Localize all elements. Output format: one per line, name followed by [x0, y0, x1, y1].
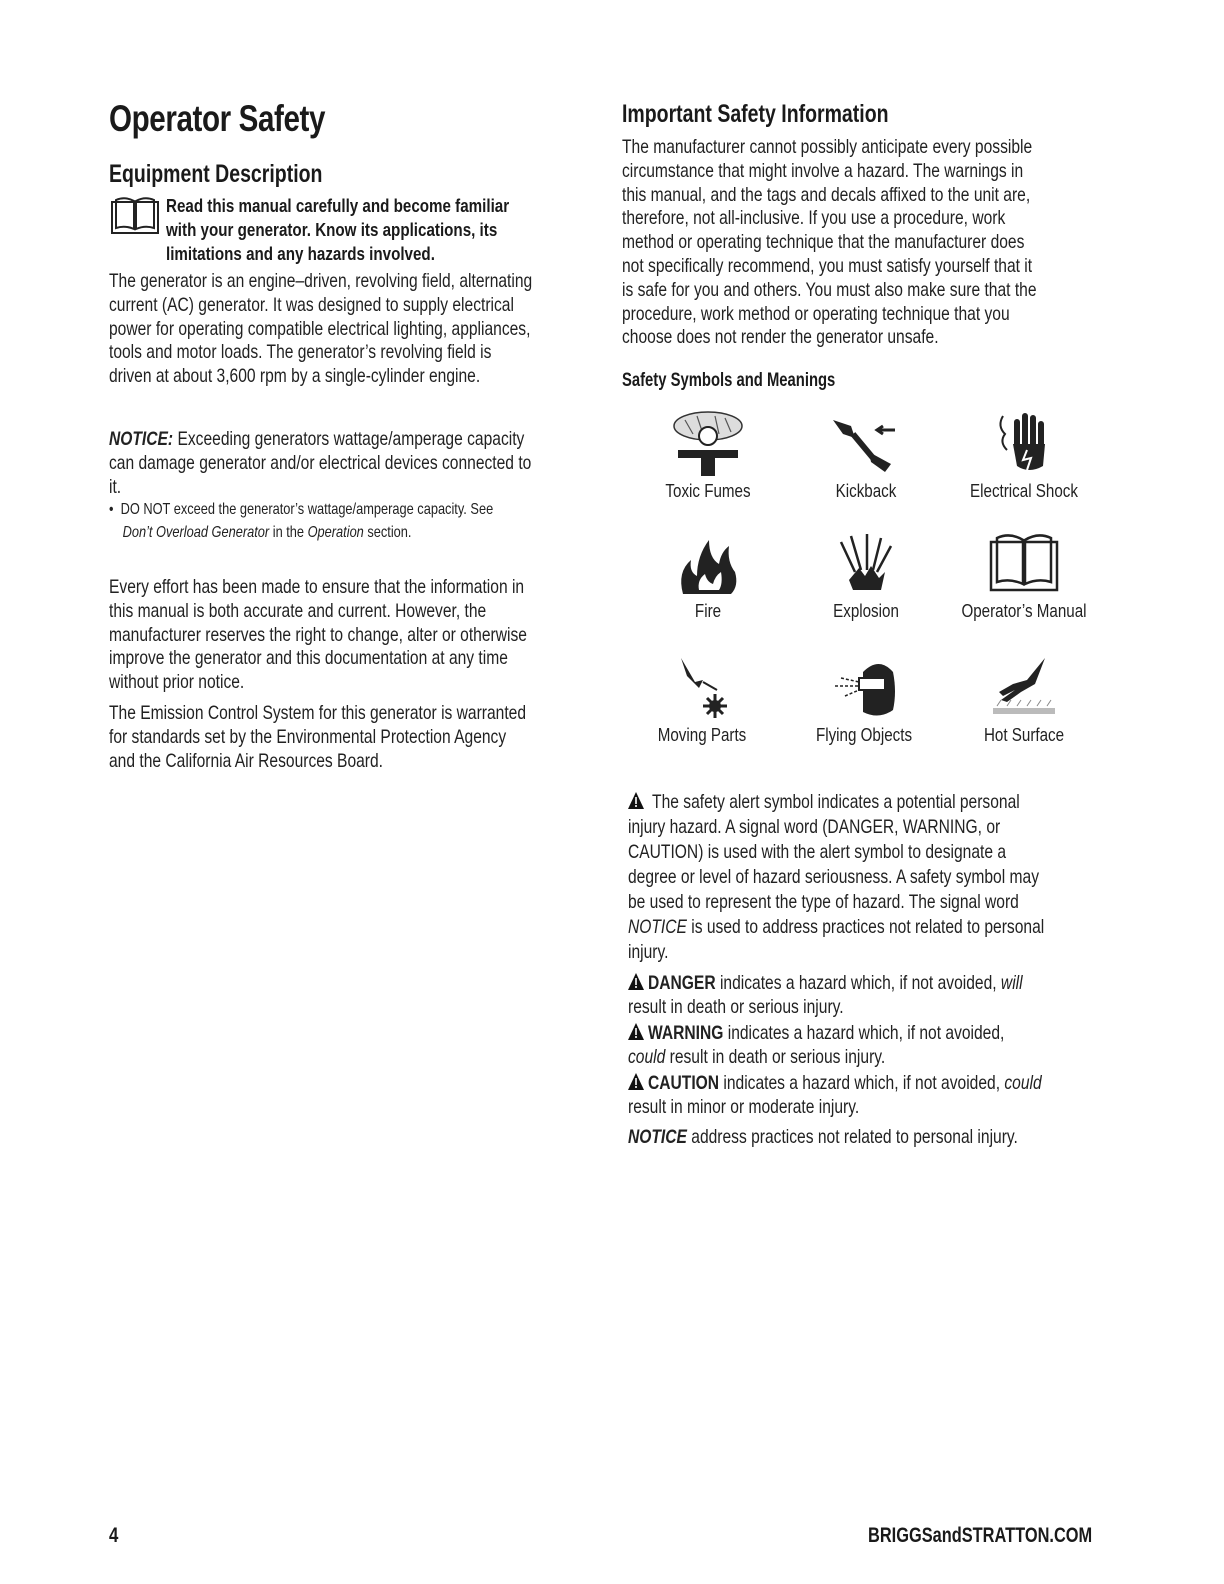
text-line: therefore, not all-inclusive. If you use a procedure, work [622, 207, 1006, 230]
symbol-label: Moving Parts [657, 724, 747, 745]
symbol-electrical-shock [944, 408, 1104, 502]
safety-alert-icon [628, 1073, 644, 1090]
text-line: improve the generator and this documentation at any time [109, 647, 508, 670]
toxic-fumes-icon [663, 408, 753, 478]
symbol-label: Flying Objects [815, 724, 913, 745]
text-line: choose does not render the generator unsafe. [622, 326, 939, 349]
text-line: result in minor or moderate injury. [628, 1095, 860, 1118]
callout-line: with your generator. Know its applications, its [166, 219, 498, 240]
callout-line: limitations and any hazards involved. [166, 243, 435, 264]
notice-word: NOTICE [628, 916, 687, 938]
safety-info-text [622, 136, 1037, 350]
emission-paragraph [109, 702, 526, 773]
text-line: is safe for you and others. You must also make sure that the [622, 278, 1037, 301]
text-line: injury. [628, 941, 669, 963]
symbol-fire [628, 528, 788, 622]
read-manual-callout [166, 194, 509, 266]
text-line: be used to represent the type of hazard. The signal word [628, 891, 1019, 913]
text-line: method or operating technique that the manufacturer does [622, 231, 1025, 254]
text-line: current (AC) generator. It was designed to supply electrical [109, 293, 514, 316]
symbol-label: Kickback [835, 480, 897, 501]
symbol-moving-parts [622, 652, 782, 746]
callout-line: Read this manual carefully and become familiar [166, 195, 510, 216]
safety-alert-icon [628, 792, 644, 809]
caution-definition [628, 1072, 1042, 1120]
text-line: Exceeding generators wattage/amperage capacity [173, 428, 525, 450]
text-line: result in death or serious injury. [628, 995, 844, 1018]
emphasis-word: could [1004, 1072, 1042, 1094]
symbol-label: Electrical Shock [970, 480, 1078, 501]
operators-manual-icon [111, 196, 159, 234]
symbol-explosion [786, 528, 946, 622]
bullet-text: section. [363, 524, 412, 541]
signal-word-warning: WARNING [648, 1022, 724, 1044]
operators-manual-icon [979, 528, 1069, 598]
text-line: this manual is both accurate and current. However, the [109, 599, 487, 622]
text-line: this manual, and the tags and decals affixed to the unit are, [622, 183, 1031, 206]
notice-bullet [109, 498, 493, 544]
electrical-shock-icon [979, 408, 1069, 478]
equipment-description-text [109, 270, 532, 389]
text-line: CAUTION) is used with the alert symbol to designate a [628, 841, 1007, 863]
alert-intro-paragraph [628, 790, 1044, 965]
website-link[interactable]: BRIGGSandSTRATTON.COM [868, 1524, 1093, 1547]
symbol-label: Explosion [833, 600, 899, 621]
warning-definition [628, 1022, 1004, 1070]
text-line: for standards set by the Environmental Protection Agency [109, 725, 507, 748]
text-line: tools and motor loads. The generator’s revolving field is [109, 341, 492, 364]
kickback-icon [821, 408, 911, 478]
notice-definition [628, 1126, 1018, 1150]
text-line: injury hazard. A signal word (DANGER, WARNING, or [628, 816, 1001, 838]
flying-objects-icon [819, 652, 909, 722]
text-line: Every effort has been made to ensure that the information in [109, 576, 525, 598]
emphasis-word: will [1000, 972, 1023, 994]
page-number: 4 [109, 1524, 119, 1547]
text-line: procedure, work method or operating technique that you [622, 302, 1010, 325]
bullet-reference: Don’t Overload Generator [122, 524, 270, 541]
text-line: driven at about 3,600 rpm by a single-cylinder engine. [109, 365, 481, 388]
explosion-icon [821, 528, 911, 598]
text-line: degree or level of hazard seriousness. A safety symbol may [628, 866, 1040, 888]
symbol-flying-objects [784, 652, 944, 746]
text-line: The Emission Control System for this generator is warranted [109, 702, 527, 724]
signal-word-danger: DANGER [648, 972, 716, 994]
symbol-label: Fire [694, 600, 722, 621]
text-line: can damage generator and/or electrical devices connected to [109, 451, 532, 474]
important-safety-heading: Important Safety Information [622, 100, 889, 128]
fire-icon [663, 528, 753, 598]
text-line: The generator is an engine–driven, revolving field, alternating [109, 270, 533, 292]
text-line: is used to address practices not related to personal [686, 916, 1045, 938]
text-line: address practices not related to personal injury. [686, 1126, 1018, 1148]
moving-parts-icon [657, 652, 747, 722]
symbol-label: Hot Surface [983, 724, 1065, 745]
symbol-label: Operator’s Manual [961, 600, 1087, 621]
text-line: The manufacturer cannot possibly anticipate every possible [622, 136, 1033, 158]
text-line: indicates a hazard which, if not avoided, [719, 1072, 1005, 1094]
bullet-reference: Operation [307, 524, 364, 541]
bullet-marker: • [109, 501, 114, 518]
notice-label: NOTICE: [109, 428, 174, 450]
safety-alert-icon [628, 1023, 644, 1040]
symbol-hot-surface [944, 652, 1104, 746]
effort-paragraph [109, 576, 527, 695]
text-line: manufacturer reserves the right to change, alter or otherwise [109, 623, 527, 646]
notice-paragraph [109, 428, 531, 499]
text-line: it. [109, 475, 122, 498]
signal-word-caution: CAUTION [648, 1072, 720, 1094]
text-line: and the California Air Resources Board. [109, 749, 384, 772]
text-line: circumstance that might involve a hazard. The warnings in [622, 159, 1024, 182]
text-line: not specifically recommend, you must satisfy yourself that it [622, 254, 1033, 277]
text-line: indicates a hazard which, if not avoided, [723, 1022, 1005, 1044]
text-line: without prior notice. [109, 671, 245, 694]
symbol-operators-manual [944, 528, 1104, 622]
safety-symbols-heading: Safety Symbols and Meanings [622, 370, 836, 391]
text-line: The safety alert symbol indicates a potential personal [648, 791, 1020, 813]
safety-alert-icon [628, 973, 644, 990]
bullet-text: DO NOT exceed the generator’s wattage/amperage capacity. See [120, 501, 494, 518]
symbol-label: Toxic Fumes [665, 480, 751, 501]
text-line: power for operating compatible electrical lighting, appliances, [109, 317, 531, 340]
hot-surface-icon [979, 652, 1069, 722]
page-title: Operator Safety [109, 98, 326, 139]
notice-word: NOTICE [628, 1126, 687, 1148]
text-line: indicates a hazard which, if not avoided, [715, 972, 1001, 994]
bullet-text: in the [269, 524, 308, 541]
danger-definition [628, 972, 1023, 1020]
symbol-kickback [786, 408, 946, 502]
equipment-description-heading: Equipment Description [109, 160, 323, 188]
symbol-toxic-fumes [628, 408, 788, 502]
text-line: result in death or serious injury. [665, 1045, 886, 1068]
emphasis-word: could [628, 1045, 666, 1068]
